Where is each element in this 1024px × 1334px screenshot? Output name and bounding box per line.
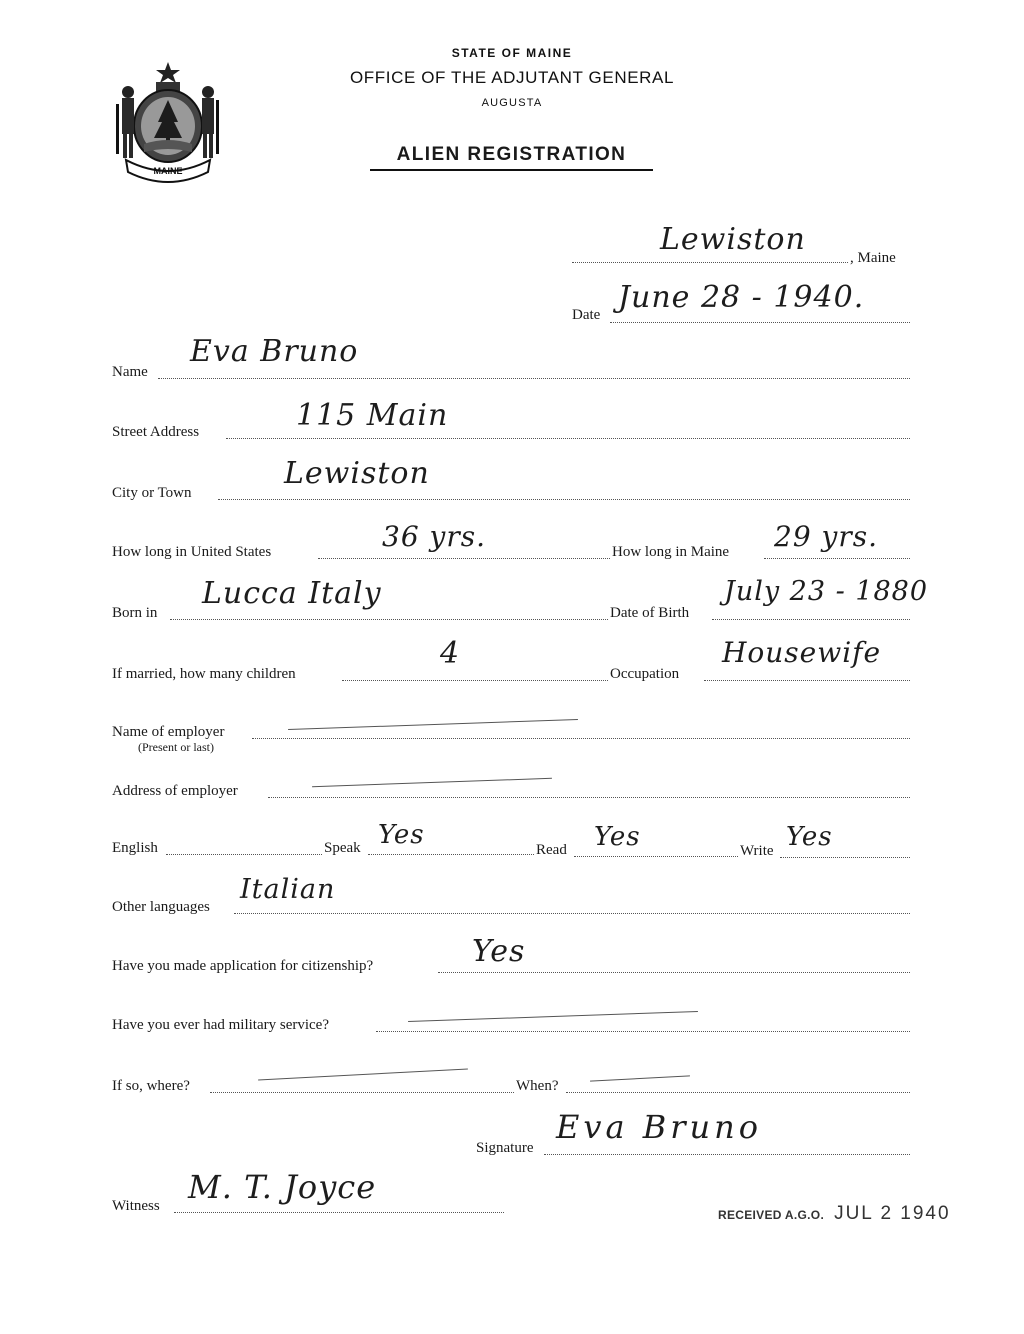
speak-entry: Yes: [378, 820, 425, 850]
citizenship-line: [438, 972, 910, 973]
english-line: [166, 854, 322, 855]
employer-address-dash-mark: [312, 778, 552, 787]
when-line: [566, 1092, 910, 1093]
born-in-line: [170, 619, 608, 620]
name-entry: Eva Bruno: [190, 334, 359, 369]
occupation-entry: Housewife: [722, 636, 882, 669]
write-entry: Yes: [786, 822, 833, 852]
read-entry: Yes: [594, 822, 641, 852]
where-label: If so, where?: [112, 1078, 190, 1094]
date-entry: June 28 - 1940.: [618, 280, 865, 315]
signature-label: Signature: [476, 1140, 534, 1156]
citizenship-label: Have you made application for citizenship?: [112, 958, 374, 974]
speak-label: Speak: [324, 840, 361, 856]
born-in-entry: Lucca Italy: [202, 576, 382, 611]
years-us-line: [318, 558, 610, 559]
children-entry: 4: [440, 636, 461, 671]
occupation-line: [704, 680, 910, 681]
signature-entry: Eva Bruno: [556, 1108, 762, 1146]
occupation-label: Occupation: [610, 666, 680, 682]
employer-dash-mark: [288, 719, 578, 730]
city-label: City or Town: [112, 485, 192, 501]
military-label: Have you ever had military service?: [112, 1017, 329, 1033]
other-languages-line: [234, 913, 910, 914]
years-maine-label: How long in Maine: [612, 544, 730, 560]
date-label: Date: [572, 307, 601, 323]
dob-line: [712, 619, 910, 620]
form-title: ALIEN REGISTRATION: [370, 144, 653, 171]
employer-sublabel: (Present or last): [138, 740, 214, 754]
employer-label: Name of employer: [112, 724, 225, 740]
received-stamp: [718, 1203, 951, 1225]
read-label: Read: [536, 842, 567, 858]
children-line: [342, 680, 608, 681]
where-dash-mark: [258, 1069, 468, 1081]
office-heading: OFFICE OF THE ADJUTANT GENERAL: [349, 68, 675, 87]
city-entry: Lewiston: [284, 456, 430, 491]
when-dash-mark: [590, 1075, 690, 1081]
where-line: [210, 1092, 514, 1093]
witness-label: Witness: [112, 1198, 160, 1214]
place-entry: Lewiston: [660, 222, 806, 257]
state-heading: STATE OF MAINE: [451, 46, 573, 60]
employer-address-label: Address of employer: [112, 783, 238, 799]
english-label: English: [112, 840, 158, 856]
children-label: If married, how many children: [112, 666, 296, 682]
name-line: [158, 378, 910, 379]
speak-line: [368, 854, 534, 855]
employer-line: [252, 738, 910, 739]
years-us-entry: 36 yrs.: [382, 520, 487, 553]
years-us-label: How long in United States: [112, 544, 272, 560]
dob-entry: July 23 - 1880: [724, 576, 929, 607]
write-line: [780, 857, 910, 858]
read-line: [574, 856, 738, 857]
citizenship-entry: Yes: [472, 934, 526, 969]
received-stamp-text: RECEIVED A.G.O.: [718, 1208, 825, 1222]
street-line: [226, 438, 910, 439]
other-languages-entry: Italian: [240, 874, 336, 905]
place-line: [572, 262, 848, 263]
witness-line: [174, 1212, 504, 1213]
employer-address-line: [268, 797, 910, 798]
when-label: When?: [516, 1078, 559, 1094]
years-maine-line: [764, 558, 910, 559]
military-dash-mark: [408, 1011, 698, 1022]
name-label: Name: [112, 364, 148, 380]
born-in-label: Born in: [112, 605, 158, 621]
signature-line: [544, 1154, 910, 1155]
dob-label: Date of Birth: [610, 605, 690, 621]
city-line: [218, 499, 910, 500]
other-languages-label: Other languages: [112, 899, 210, 915]
date-line: [610, 322, 910, 323]
witness-entry: M. T. Joyce: [188, 1168, 377, 1206]
city-heading: AUGUSTA: [481, 97, 543, 109]
received-stamp-date: JUL 2 1940: [834, 1203, 951, 1224]
street-entry: 115 Main: [296, 398, 449, 433]
years-maine-entry: 29 yrs.: [774, 520, 879, 553]
military-line: [376, 1031, 910, 1032]
write-label: Write: [740, 843, 774, 859]
street-label: Street Address: [112, 424, 200, 440]
place-suffix: , Maine: [850, 250, 896, 266]
svg-text:MAINE: MAINE: [153, 166, 183, 176]
